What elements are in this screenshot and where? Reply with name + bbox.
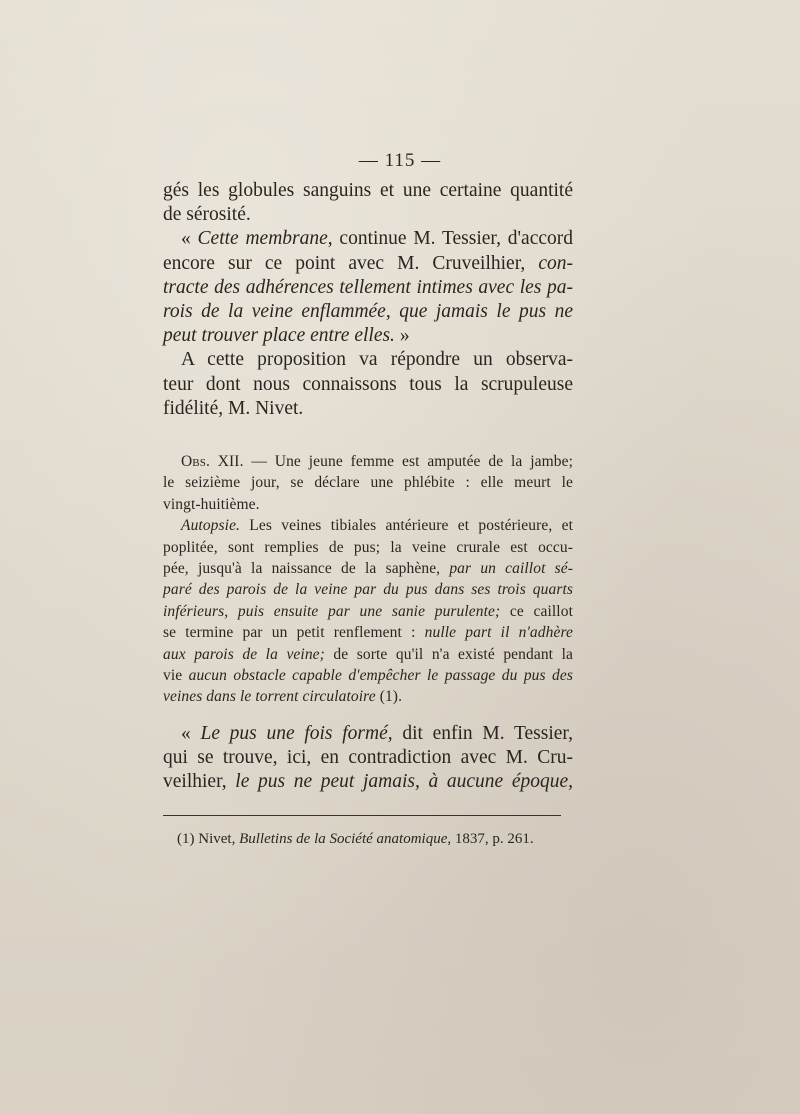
text-line: de sérosité.: [163, 204, 251, 226]
text-line: pée, jusqu'à la naissance de la saphène, par un caillot sé-: [163, 560, 574, 578]
text-line: fidélité, M. Nivet.: [163, 397, 304, 419]
footnote: (1) Nivet, Bulletins de la Société anatomique, 1837, p. 261.: [177, 831, 534, 847]
text-line: A cette proposition va répondre un observa-: [181, 349, 573, 371]
text-line: veines dans le torrent circulatoire (1).: [163, 688, 403, 706]
text-line: paré des parois de la veine par du pus dans ses trois quarts: [163, 581, 573, 599]
text-line: Obs. XII. — Une jeune femme est amputée de la jambe;: [181, 453, 573, 470]
text-line: se termine par un petit renflement : nulle part il n'adhère: [163, 624, 573, 642]
text-line: teur dont nous connaissons tous la scrupuleuse: [163, 373, 573, 395]
text-line: veilhier, le pus ne peut jamais, à aucune époque,: [163, 771, 574, 793]
text-line: gés les globules sanguins et une certaine quantité: [163, 180, 573, 201]
text-line: « Cette membrane, continue M. Tessier, d'accord: [181, 228, 574, 250]
text-line: aux parois de la veine; de sorte qu'il n'a existé pendant la: [163, 645, 573, 663]
text-line: vie aucun obstacle capable d'empêcher le passage du pus des: [163, 667, 573, 685]
text-line: rois de la veine enflammée, que jamais le pus ne: [163, 301, 573, 323]
page-number: — 115 —: [358, 150, 442, 171]
main-text-bottom: [163, 722, 573, 795]
text-line: le seizième jour, se déclare une phlébite : elle meurt le: [163, 474, 573, 492]
text-line: inférieurs, puis ensuite par une sanie purulente; ce caillot: [163, 602, 573, 620]
text-line: peut trouver place entre elles. »: [163, 325, 410, 347]
text-line: poplitée, sont remplies de pus; la veine crurale est occu-: [163, 538, 573, 556]
text-line: tracte des adhérences tellement intimes avec les pa-: [163, 276, 573, 298]
footnote-divider: [163, 815, 561, 816]
text-line: qui se trouve, ici, en contradiction avec M. Cru-: [163, 747, 573, 769]
text-line: encore sur ce point avec M. Cruveilhier, con-: [163, 252, 573, 274]
observation-block: [163, 451, 573, 708]
text-line: « Le pus une fois formé, dit enfin M. Tessier,: [181, 723, 574, 744]
text-line: vingt-huitième.: [163, 495, 260, 513]
text-line: Autopsie. Les veines tibiales antérieure et postérieure, et: [181, 517, 573, 535]
main-text-top: [163, 179, 573, 421]
